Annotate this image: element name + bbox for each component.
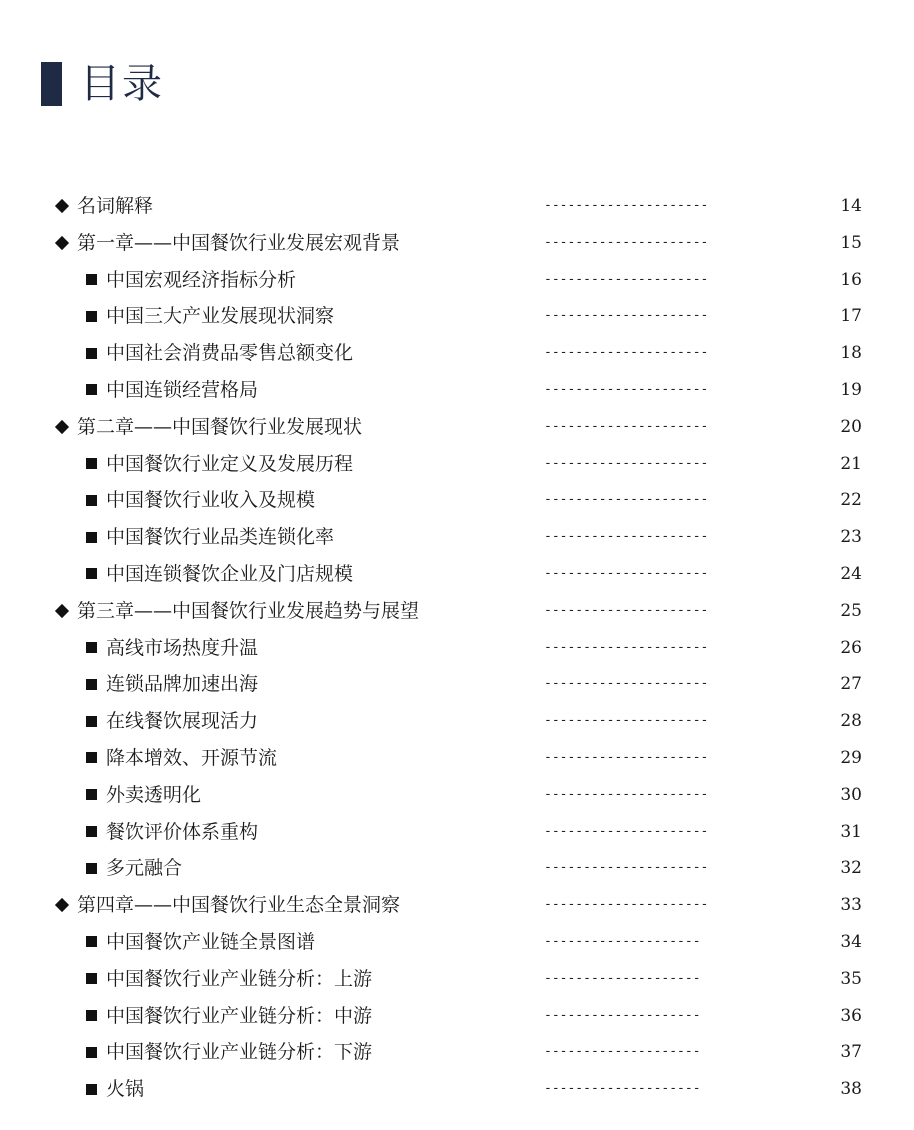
square-bullet-icon bbox=[82, 307, 100, 325]
toc-entry-label: 中国餐饮产业链全景图谱 bbox=[106, 930, 316, 953]
page-title: 目录 bbox=[80, 61, 164, 107]
toc-entry-label: 中国餐饮行业定义及发展历程 bbox=[106, 452, 354, 475]
toc-page-number: 33 bbox=[840, 895, 862, 916]
toc-page-number: 35 bbox=[840, 968, 862, 989]
toc-entry-label: 第一章——中国餐饮行业发展宏观背景 bbox=[77, 231, 401, 254]
toc-page-number: 32 bbox=[840, 858, 862, 879]
square-bullet-icon bbox=[82, 823, 100, 841]
toc-entry-label: 第三章——中国餐饮行业发展趋势与展望 bbox=[77, 599, 420, 622]
toc-entry-label: 餐饮评价体系重构 bbox=[106, 820, 259, 843]
toc-page-number: 30 bbox=[840, 784, 862, 805]
dot-leader: --------------------- bbox=[544, 565, 709, 581]
toc-entry-label: 降本增效、开源节流 bbox=[106, 746, 278, 769]
toc-entry-label: 中国连锁餐饮企业及门店规模 bbox=[106, 562, 354, 585]
toc-page-number: 19 bbox=[840, 379, 862, 400]
square-bullet-icon bbox=[82, 970, 100, 988]
table-of-contents bbox=[0, 188, 914, 1108]
toc-page-number: 31 bbox=[840, 821, 862, 842]
toc-page-number: 36 bbox=[840, 1005, 862, 1026]
toc-entry-label: 中国三大产业发展现状洞察 bbox=[106, 305, 335, 328]
square-bullet-icon bbox=[82, 1007, 100, 1025]
square-bullet-icon bbox=[82, 491, 100, 509]
toc-chapter-entry[interactable] bbox=[0, 887, 914, 924]
toc-section-entry[interactable] bbox=[0, 1071, 914, 1108]
toc-entry-label: 中国餐饮行业产业链分析：中游 bbox=[106, 1004, 373, 1027]
toc-section-entry[interactable] bbox=[0, 446, 914, 483]
toc-section-entry[interactable] bbox=[0, 630, 914, 667]
toc-section-entry[interactable] bbox=[0, 262, 914, 299]
dot-leader: --------------------- bbox=[544, 897, 709, 913]
toc-section-entry[interactable] bbox=[0, 961, 914, 998]
square-bullet-icon bbox=[82, 271, 100, 289]
dot-leader: --------------------- bbox=[544, 639, 709, 655]
toc-entry-label: 中国餐饮行业产业链分析：下游 bbox=[106, 1041, 373, 1064]
toc-section-entry[interactable] bbox=[0, 482, 914, 519]
toc-page-number: 22 bbox=[840, 490, 862, 511]
square-bullet-icon bbox=[82, 1043, 100, 1061]
dot-leader: --------------------- bbox=[544, 676, 709, 692]
square-bullet-icon bbox=[82, 455, 100, 473]
toc-section-entry[interactable] bbox=[0, 740, 914, 777]
toc-section-entry[interactable] bbox=[0, 335, 914, 372]
toc-entry-label: 名词解释 bbox=[77, 195, 154, 217]
toc-section-entry[interactable] bbox=[0, 519, 914, 556]
toc-page-number: 26 bbox=[840, 637, 862, 658]
dot-leader: --------------------- bbox=[544, 345, 709, 361]
square-bullet-icon bbox=[82, 675, 100, 693]
toc-page-number: 24 bbox=[840, 563, 862, 584]
square-bullet-icon bbox=[82, 933, 100, 951]
toc-entry-label: 连锁品牌加速出海 bbox=[106, 673, 259, 696]
dot-leader: --------------------- bbox=[544, 786, 709, 802]
diamond-bullet-icon bbox=[53, 234, 71, 252]
square-bullet-icon bbox=[82, 565, 100, 583]
dot-leader: --------------------- bbox=[544, 271, 709, 287]
toc-page-number: 14 bbox=[840, 196, 862, 216]
toc-chapter-entry[interactable] bbox=[0, 409, 914, 446]
toc-page-number: 20 bbox=[840, 416, 862, 437]
diamond-bullet-icon bbox=[53, 418, 71, 436]
toc-section-entry[interactable] bbox=[0, 298, 914, 335]
dot-leader: --------------------- bbox=[544, 381, 709, 397]
toc-entry-label: 中国宏观经济指标分析 bbox=[106, 268, 297, 291]
square-bullet-icon bbox=[82, 859, 100, 877]
square-bullet-icon bbox=[82, 1080, 100, 1098]
toc-page-number: 34 bbox=[840, 931, 862, 952]
square-bullet-icon bbox=[82, 712, 100, 730]
toc-chapter-entry[interactable] bbox=[0, 188, 914, 225]
title-accent-bar bbox=[41, 62, 62, 106]
toc-page-number: 18 bbox=[840, 343, 862, 364]
toc-section-entry[interactable] bbox=[0, 556, 914, 593]
dot-leader: --------------------- bbox=[544, 749, 709, 765]
toc-entry-label: 高线市场热度升温 bbox=[106, 636, 259, 659]
toc-page-number: 37 bbox=[840, 1042, 862, 1063]
dot-leader: -------------------- bbox=[544, 970, 701, 986]
toc-chapter-entry[interactable] bbox=[0, 225, 914, 262]
dot-leader: -------------------- bbox=[544, 933, 701, 949]
diamond-bullet-icon bbox=[53, 896, 71, 914]
dot-leader: --------------------- bbox=[544, 455, 709, 471]
toc-page-number: 16 bbox=[840, 269, 862, 290]
toc-entry-label: 中国餐饮行业产业链分析：上游 bbox=[106, 967, 373, 990]
toc-entry-label: 外卖透明化 bbox=[106, 783, 202, 806]
dot-leader: --------------------- bbox=[544, 198, 709, 213]
toc-section-entry[interactable] bbox=[0, 777, 914, 814]
toc-page-number: 28 bbox=[840, 711, 862, 732]
toc-entry-label: 多元融合 bbox=[106, 857, 183, 880]
dot-leader: -------------------- bbox=[544, 1081, 701, 1097]
toc-section-entry[interactable] bbox=[0, 814, 914, 851]
toc-page-number: 29 bbox=[840, 747, 862, 768]
dot-leader: --------------------- bbox=[544, 860, 709, 876]
toc-page-number: 17 bbox=[840, 306, 862, 327]
square-bullet-icon bbox=[82, 344, 100, 362]
toc-page-number: 15 bbox=[840, 232, 862, 253]
square-bullet-icon bbox=[82, 639, 100, 657]
toc-page-number: 38 bbox=[840, 1079, 862, 1100]
toc-section-entry[interactable] bbox=[0, 1034, 914, 1071]
toc-chapter-entry[interactable] bbox=[0, 593, 914, 630]
dot-leader: --------------------- bbox=[544, 418, 709, 434]
toc-entry-label: 中国餐饮行业收入及规模 bbox=[106, 489, 316, 512]
square-bullet-icon bbox=[82, 381, 100, 399]
toc-entry-label: 中国连锁经营格局 bbox=[106, 378, 259, 401]
toc-section-entry[interactable] bbox=[0, 850, 914, 887]
diamond-bullet-icon bbox=[53, 602, 71, 620]
dot-leader: --------------------- bbox=[544, 234, 709, 250]
toc-section-entry[interactable] bbox=[0, 924, 914, 961]
dot-leader: -------------------- bbox=[544, 1007, 701, 1023]
toc-entry-label: 第四章——中国餐饮行业生态全景洞察 bbox=[77, 894, 401, 917]
diamond-bullet-icon bbox=[53, 197, 71, 215]
toc-entry-label: 第二章——中国餐饮行业发展现状 bbox=[77, 415, 363, 438]
toc-page-number: 25 bbox=[840, 600, 862, 621]
toc-entry-label: 中国餐饮行业品类连锁化率 bbox=[106, 526, 335, 549]
dot-leader: --------------------- bbox=[544, 823, 709, 839]
toc-section-entry[interactable] bbox=[0, 998, 914, 1035]
toc-section-entry[interactable] bbox=[0, 666, 914, 703]
dot-leader: --------------------- bbox=[544, 602, 709, 618]
toc-entry-label: 火锅 bbox=[106, 1078, 145, 1101]
dot-leader: --------------------- bbox=[544, 713, 709, 729]
toc-page-number: 21 bbox=[840, 453, 862, 474]
square-bullet-icon bbox=[82, 528, 100, 546]
dot-leader: -------------------- bbox=[544, 1044, 701, 1060]
dot-leader: --------------------- bbox=[544, 308, 709, 324]
toc-page-number: 27 bbox=[840, 674, 862, 695]
toc-page-number: 23 bbox=[840, 527, 862, 548]
dot-leader: --------------------- bbox=[544, 529, 709, 545]
toc-entry-label: 在线餐饮展现活力 bbox=[106, 710, 259, 733]
square-bullet-icon bbox=[82, 786, 100, 804]
square-bullet-icon bbox=[82, 749, 100, 767]
dot-leader: --------------------- bbox=[544, 492, 709, 508]
toc-section-entry[interactable] bbox=[0, 703, 914, 740]
toc-section-entry[interactable] bbox=[0, 372, 914, 409]
toc-entry-label: 中国社会消费品零售总额变化 bbox=[106, 342, 354, 365]
